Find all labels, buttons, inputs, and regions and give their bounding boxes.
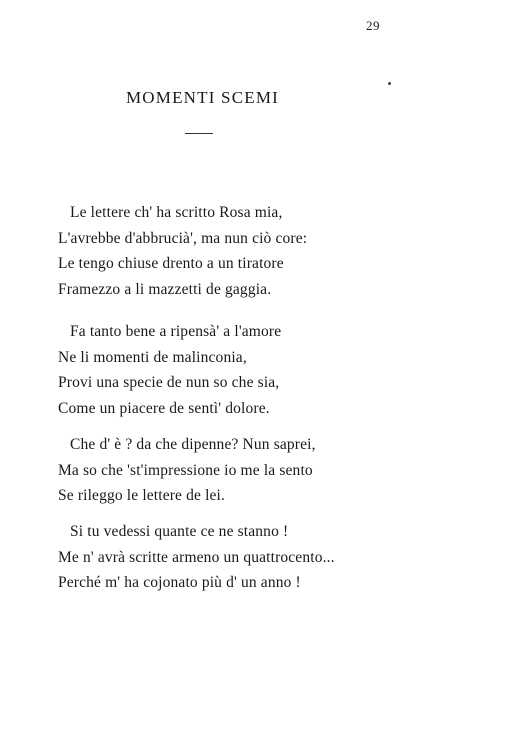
poem-line: Si tu vedessi quante ce ne stanno ! [70,523,289,540]
poem-line: Me n' avrà scritte armeno un quattrocento... [58,548,335,566]
poem-line: Ne li momenti de malinconia, [58,348,247,366]
poem-line: Le lettere ch' ha scritto Rosa mia, [70,204,283,221]
poem-line: Framezzo a li mazzetti de gaggia. [58,280,272,298]
stanza-3 [58,432,316,509]
poem-line: Che d' è ? da che dipenne? Nun saprei, [70,436,316,453]
poem-line: Se rileggo le lettere de lei. [58,487,226,504]
paper-speck [388,82,391,85]
poem-line: Ma so che 'st'impressione io me la sento [58,461,313,479]
stanza-2 [58,319,281,421]
poem-line: Perché m' ha cojonato più d' un anno ! [58,574,301,591]
poem-line: Fa tanto bene a ripensà' a l'amore [70,323,282,340]
stanza-4 [58,519,335,596]
poem-line: Come un piacere de sentì' dolore. [58,399,270,417]
poem-line: L'avrebbe d'abbrucià', ma nun ciò core: [58,229,308,247]
title-rule [185,133,213,134]
page-number: 29 [366,18,380,33]
poem-line: Provi una specie de nun so che sia, [58,374,280,391]
poem-title: MOMENTI SCEMI [125,88,280,107]
poem-line: Le tengo chiuse drento a un tiratore [58,255,284,272]
stanza-1 [58,200,307,302]
